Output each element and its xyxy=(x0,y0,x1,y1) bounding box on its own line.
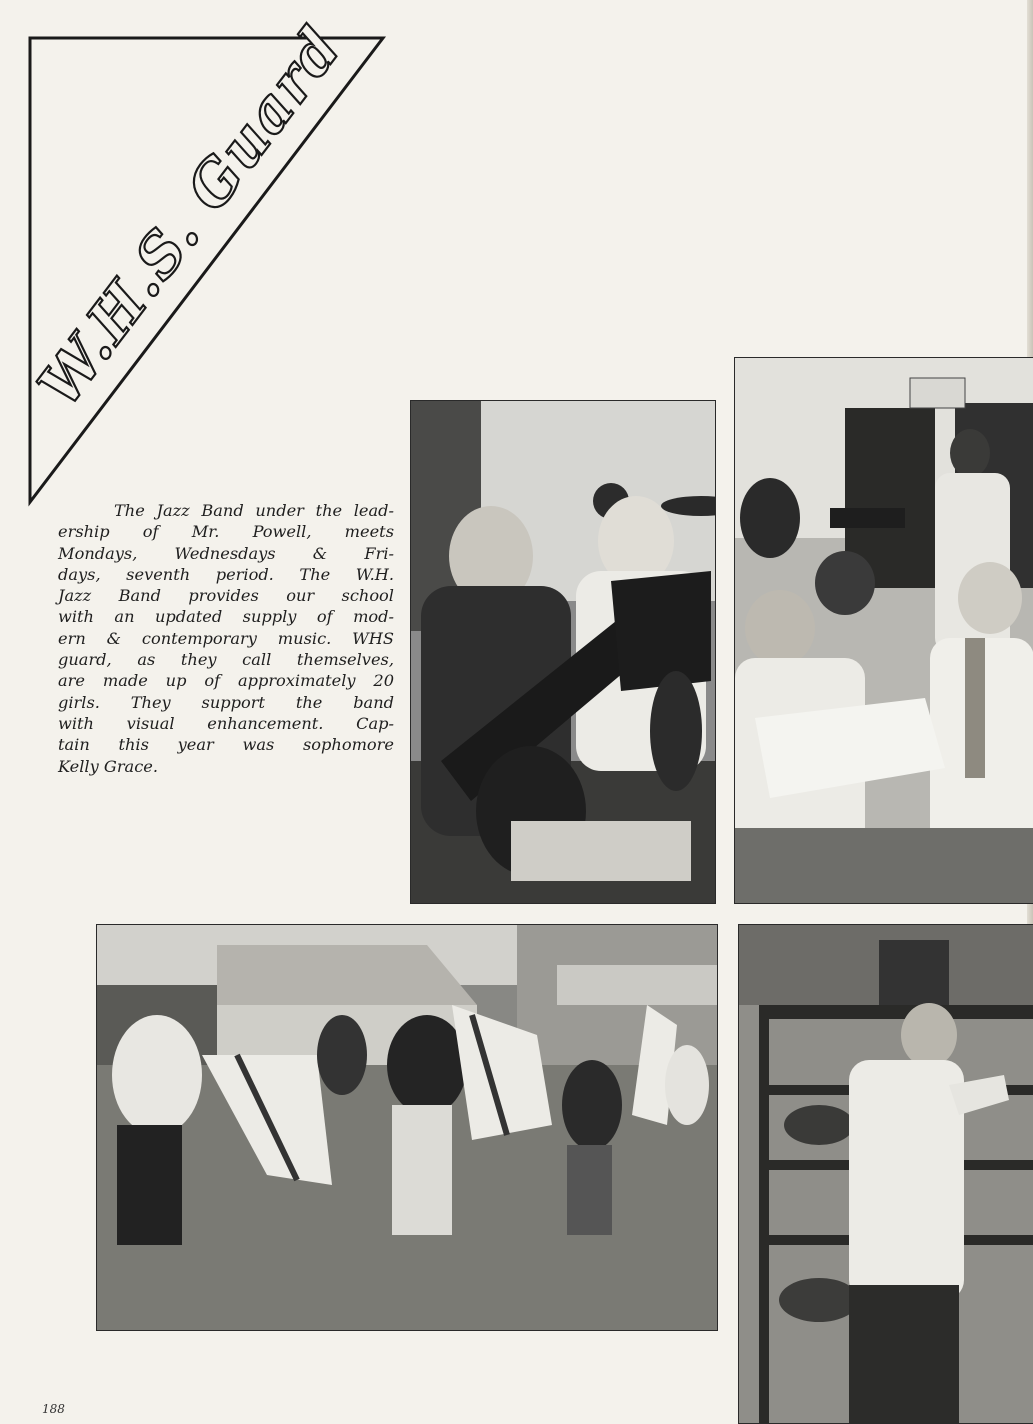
title-banner xyxy=(0,0,400,520)
caption-line: Mondays, Wednesdays & Fri- xyxy=(58,543,394,563)
caption-line: days, seventh period. The W.H. xyxy=(58,564,394,584)
caption-line: ern & contemporary music. WHS xyxy=(58,628,394,648)
guard-title: W.H.S. Guard xyxy=(24,14,355,419)
caption-line: ership of Mr. Powell, meets xyxy=(58,522,394,542)
caption-line: Jazz Band provides our school xyxy=(58,586,394,606)
page-number: 188 xyxy=(42,1402,65,1416)
band-director-photo xyxy=(738,924,1033,1424)
caption-line: The Jazz Band under the lead- xyxy=(114,501,394,520)
caption-line: are made up of approximately 20 xyxy=(58,671,394,691)
caption-line: with visual enhancement. Cap- xyxy=(58,713,394,733)
jazz-band-saxophone-photo xyxy=(410,400,716,904)
caption-paragraph xyxy=(58,500,394,777)
caption-line: tain this year was sophomore xyxy=(58,735,394,755)
caption-line: with an updated supply of mod- xyxy=(58,607,394,627)
caption-line: girls. They support the band xyxy=(58,692,394,712)
flag-guard-field-photo xyxy=(96,924,718,1331)
band-rehearsal-photo xyxy=(734,357,1033,904)
caption-line: Kelly Grace. xyxy=(58,756,158,776)
caption-line: guard, as they call themselves, xyxy=(58,650,394,670)
